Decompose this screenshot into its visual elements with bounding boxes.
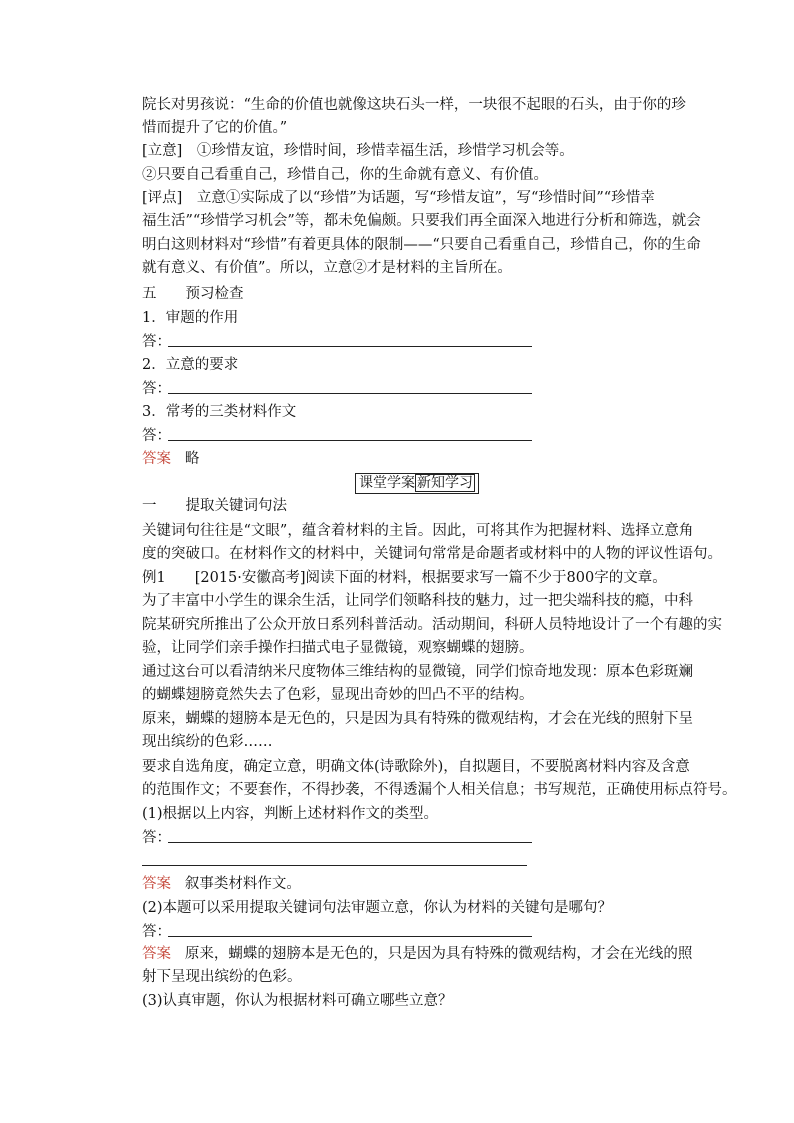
answer-blank-line [142,865,527,866]
answer-blank-line [168,346,532,347]
answer-label: 答： [142,381,171,397]
paragraph-line: 院长对男孩说：“生命的价值也就像这块石头一样，一块很不起眼的石头，由于你的珍 [142,97,686,113]
paragraph-line: 福生活”“珍惜学习机会”等，都未免偏颇。只要我们再全面深入地进行分析和筛选，就会 [142,213,701,229]
paragraph-line: 院某研究所推出了公众开放日系列科普活动。活动期间，科研人员特地设计了一个有趣的实 [142,617,722,633]
answer-blank-line [168,440,532,441]
paragraph-line: 要求自选角度，确定立意，明确文体(诗歌除外)，自拟题目，不要脱离材料内容及含意 [142,759,690,775]
answer-blank-line [168,936,532,937]
answer-blank-line [168,842,532,843]
paragraph-line: 就有意义、有价值”。所以，立意②才是材料的主旨所在。 [142,260,512,276]
example-heading: 例1 [2015·安徽高考]阅读下面的材料，根据要求写一篇不少于800字的文章。 [142,570,667,586]
paragraph-line: 关键词句往往是“文眼”，蕴含着材料的主旨。因此，可将其作为把握材料、选择立意角 [142,523,694,539]
paragraph-line: 度的突破口。在材料作文的材料中，关键词句常常是命题者或材料中的人物的评议性语句。 [142,546,722,562]
answer-label: 答： [142,830,171,846]
answer-row [142,873,301,896]
paragraph-line: ②只要自己看重自己，珍惜自己，你的生命就有意义、有价值。 [142,167,548,183]
banner-label: 课堂学案 [359,475,415,491]
section-banner [355,473,479,494]
paragraph-line: [立意] ①珍惜友谊，珍惜时间，珍惜幸福生活，珍惜学习机会等。 [142,143,574,159]
question-item: (3)认真审题，你认为根据材料可确立哪些立意？ [142,993,453,1009]
paragraph-line: 原来，蝴蝶的翅膀本是无色的，只是因为具有特殊的微观结构，才会在光线的照射下呈 [142,711,693,727]
question-item: (1)根据以上内容，判断上述材料作文的类型。 [142,806,439,822]
paragraph-line: 通过这台可以看清纳米尺度物体三维结构的显微镜，同学们惊奇地发现：原本色彩斑斓 [142,664,693,680]
paragraph-line: 射下呈现出缤纷的色彩。 [142,969,302,985]
banner-label-boxed: 新知学习 [417,475,473,491]
answer-tag: 答案 [142,876,171,892]
paragraph-line: 明白这则材料对“珍惜”有着更具体的限制——“只要自己看重自己，珍惜自己，你的生命 [142,237,701,253]
section-heading: 五 预习检查 [142,286,244,302]
answer-tag: 答案 [142,451,171,467]
question-item: 1．审题的作用 [142,310,239,326]
answer-tag: 答案 [142,946,171,962]
answer-row [142,943,692,966]
paragraph-line: [评点] 立意①实际成了以“珍惜”为话题，写“珍惜友谊”，写“珍惜时间”“珍惜幸 [142,190,655,206]
paragraph-line: 惜而提升了它的价值。” [142,120,288,136]
answer-label: 答： [142,924,171,940]
answer-text: 叙事类材料作文。 [184,876,301,892]
answer-label: 答： [142,428,171,444]
paragraph-line: 的范围作文；不要套作，不得抄袭，不得透漏个人相关信息；书写规范，正确使用标点符号。 [142,782,737,798]
answer-text: 原来，蝴蝶的翅膀本是无色的，只是因为具有特殊的微观结构，才会在光线的照 [184,946,693,962]
answer-label: 答： [142,334,171,350]
question-item: (2)本题可以采用提取关键词句法审题立意，你认为材料的关键句是哪句？ [142,900,613,916]
answer-blank-line [168,393,532,394]
answer-text: 略 [184,451,200,467]
answer-row [142,448,199,471]
paragraph-line: 验，让同学们亲手操作扫描式电子显微镜，观察蝴蝶的翅膀。 [142,640,534,656]
paragraph-line: 现出缤纷的色彩…… [142,734,273,750]
question-item: 2．立意的要求 [142,357,239,373]
paragraph-line: 的蝴蝶翅膀竟然失去了色彩，显现出奇妙的凹凸不平的结构。 [142,687,534,703]
paragraph-line: 为了丰富中小学生的课余生活，让同学们领略科技的魅力，过一把尖端科技的瘾，中科 [142,593,693,609]
section-heading: 一 提取关键词句法 [142,498,287,514]
question-item: 3．常考的三类材料作文 [142,404,297,420]
